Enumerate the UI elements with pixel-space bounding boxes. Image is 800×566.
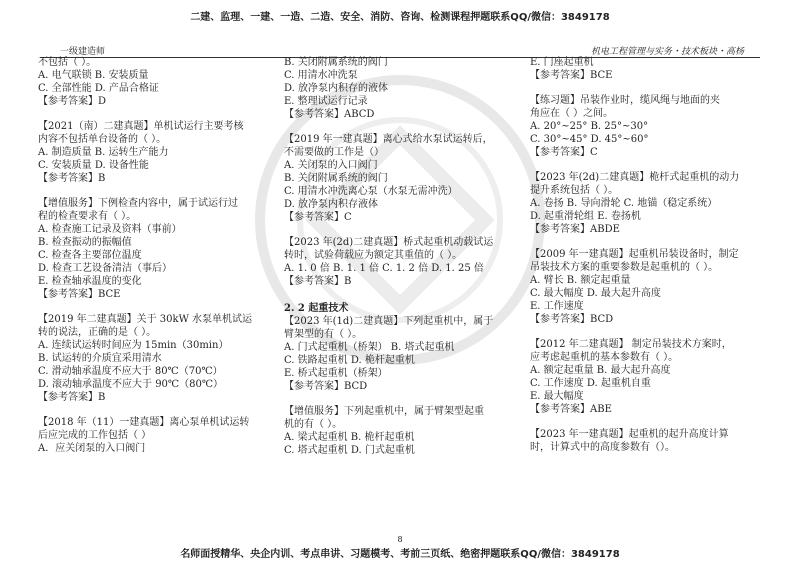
question-title: 【练习题】吊装作业时，缆风绳与地面的夹 (530, 95, 720, 106)
text-line: 臂架型的有（ ）。 (284, 329, 363, 340)
question-title: 【2023 年(1d)二建真题】下列起重机中，属于 (284, 316, 494, 327)
text-line: A. 电气联锁 B. 安装质量 (38, 70, 149, 81)
question-title: 【2018 年（11）一建真题】离心泵单机试运转 (38, 417, 250, 428)
text-line: A. 制造质量 B. 运转生产能力 (38, 147, 169, 158)
text-line: A. 1. 0 倍 B. 1. 1 倍 C. 1. 2 倍 D. 1. 25 倍 (284, 263, 484, 274)
text-line: C. 全部性能 D. 产品合格证 (38, 83, 159, 94)
text-line: 程的检查要求有（ ）。 (38, 211, 137, 222)
answer-line: 【参考答案】B (284, 276, 352, 287)
footer-banner: 名师面授精华、央企内训、考点串讲、习题模考、考前三页纸、绝密押题联系QQ/微信：3849178 (180, 549, 620, 560)
question-title: 【2023 年(2d)二建真题】桥式起重机动载试运 (284, 237, 494, 248)
text-line: E. 检查轴承温度的变化 (38, 276, 142, 287)
text-line: A. 额定起重量 B. 最大起升高度 (530, 365, 671, 376)
text-line: D. 起重滑轮组 E. 卷扬机 (530, 211, 641, 222)
answer-line: 【参考答案】ABE (530, 404, 612, 415)
text-line: C. 检查各主要部位温度 (38, 250, 142, 261)
section-heading: 2. 2 起重技术 (284, 303, 349, 314)
question-title: 【2023 年(2d)二建真题】桅杆式起重机的动力 (530, 172, 740, 183)
text-line: A. 门式起重机（桥架） B. 塔式起重机 (284, 342, 455, 353)
text-line: C. 安装质量 D. 设备性能 (38, 160, 149, 171)
answer-line: 【参考答案】BCE (38, 289, 121, 300)
text-line: E. 最大幅度 (530, 391, 584, 402)
text-line: 转的说法，正确的是（ ）。 (38, 327, 157, 338)
text-line: 内容不包括单台设备的（ ）。 (38, 134, 167, 145)
text-line: B. 检查振动的振幅值 (38, 237, 132, 248)
text-line: B. 关闭附属系统的阀门 (284, 173, 388, 184)
text-line: A. 关闭泵的入口阀门 (284, 160, 378, 171)
text-line: A. 20°~25° B. 25°~30° (530, 121, 649, 132)
text-line: C. 用清水冲洗泵 (284, 70, 358, 81)
answer-line: 【参考答案】D (38, 96, 107, 107)
text-line: A. 臂长 B. 额定起重量 (530, 275, 631, 286)
answer-line: 【参考答案】ABDE (530, 224, 620, 235)
header-right: 机电工程管理与实务・技术板块・高杨 (590, 47, 744, 57)
answer-line: 【参考答案】B (38, 392, 106, 403)
page-number: 8 (397, 535, 403, 544)
text-line: 机的有（ ）。 (284, 419, 343, 430)
text-line: 应考虑起重机的基本参数有（ ）。 (530, 352, 679, 363)
text-line: C. 工作速度 D. 起重机自重 (530, 378, 651, 389)
column-1 (38, 56, 276, 455)
question-title: 【2019 年一建真题】离心式给水泵试运转后， (284, 134, 493, 145)
question-title: 【2023 年一建真题】起重机的起升高度计算 (530, 429, 729, 440)
text-line: A. 梁式起重机 B. 桅杆起重机 (284, 432, 415, 443)
text-line: 吊装技术方案的重要参数是起重机的（ ）。 (530, 262, 719, 273)
answer-line: 【参考答案】C (530, 147, 598, 158)
text-line: E. 整理试运行记录 (284, 96, 368, 107)
answer-line: 【参考答案】BCE (530, 70, 613, 81)
text-line: A．应关闭泵的入口阀门 (38, 443, 146, 454)
header-left: 一级建造师 (60, 47, 106, 57)
text-line: B. 试运转的介质宜采用清水 (38, 353, 162, 364)
column-3 (530, 56, 768, 454)
text-line: C. 用清水冲洗离心泵（水泵无需冲洗） (284, 186, 458, 197)
text-line: E. 桥式起重机（桥架） (284, 368, 388, 379)
question-title: 【2021（南）二建真题】单机试运行主要考核 (38, 121, 244, 132)
text-line: C. 30°~45° D. 45°~60° (530, 134, 649, 145)
question-title: 【2009 年一建真题】起重机吊装设备时，制定 (530, 249, 739, 260)
text-line: 不需要做的工作是（） (284, 147, 384, 158)
text-line: E. 工作速度 (530, 301, 584, 312)
text-line: D. 滚动轴承温度不应大于 90℃（80℃） (38, 379, 224, 390)
text-line: D. 放净泵内积存液体 (284, 199, 379, 210)
answer-line: 【参考答案】BCD (530, 314, 614, 325)
text-line: A. 卷扬 B. 导向滑轮 C. 地锚（稳定系统） (530, 198, 718, 209)
answer-line: 【参考答案】ABCD (284, 109, 375, 120)
text-line: 后应完成的工作包括（ ） (38, 430, 152, 441)
top-banner: 二建、监理、一建、一造、二造、安全、消防、咨询、检测课程押题联系QQ/微信：3849178 (190, 12, 610, 23)
question-title: 【增值服务】下例检查内容中，属于试运行过 (38, 198, 238, 209)
text-line: E. 门座起重机 (530, 57, 594, 68)
text-line: C. 滑动轴承温度不应大于 80℃（70℃） (38, 366, 223, 377)
text-line: C. 最大幅度 D. 最大起升高度 (530, 288, 661, 299)
answer-line: 【参考答案】B (38, 173, 106, 184)
answer-line: 【参考答案】C (284, 212, 352, 223)
text-line: 角应在（ ）之间。 (530, 108, 614, 119)
text-line: A. 连续试运转时间应为 15min（30min） (38, 340, 229, 351)
question-title: 【2012 年二建真题】 制定吊装技术方案时， (530, 339, 732, 350)
text-line: 转时，试验荷载应为额定其重值的（ ）。 (284, 250, 463, 261)
text-line: 不包括（ ）。 (38, 57, 97, 68)
question-title: 【增值服务】下列起重机中，属于臂架型起重 (284, 406, 484, 417)
text-line: D. 放净泵内积存的液体 (284, 83, 389, 94)
text-line: C. 塔式起重机 D. 门式起重机 (284, 445, 415, 456)
text-line: D. 检查工艺设备清洁（事后） (38, 263, 173, 274)
column-2 (284, 56, 522, 457)
text-line: 提升系统包括（ ）。 (530, 185, 619, 196)
text-line: 时，计算式中的高度参数有（）。 (530, 442, 675, 453)
text-line: B. 关闭附属系统的阀门 (284, 57, 388, 68)
answer-line: 【参考答案】BCD (284, 381, 368, 392)
question-title: 【2019 年二建真题】关于 30kW 水泵单机试运 (38, 314, 253, 325)
text-line: A. 检查施工记录及资料（事前） (38, 224, 182, 235)
text-line: C. 铁路起重机 D. 桅杆起重机 (284, 355, 415, 366)
